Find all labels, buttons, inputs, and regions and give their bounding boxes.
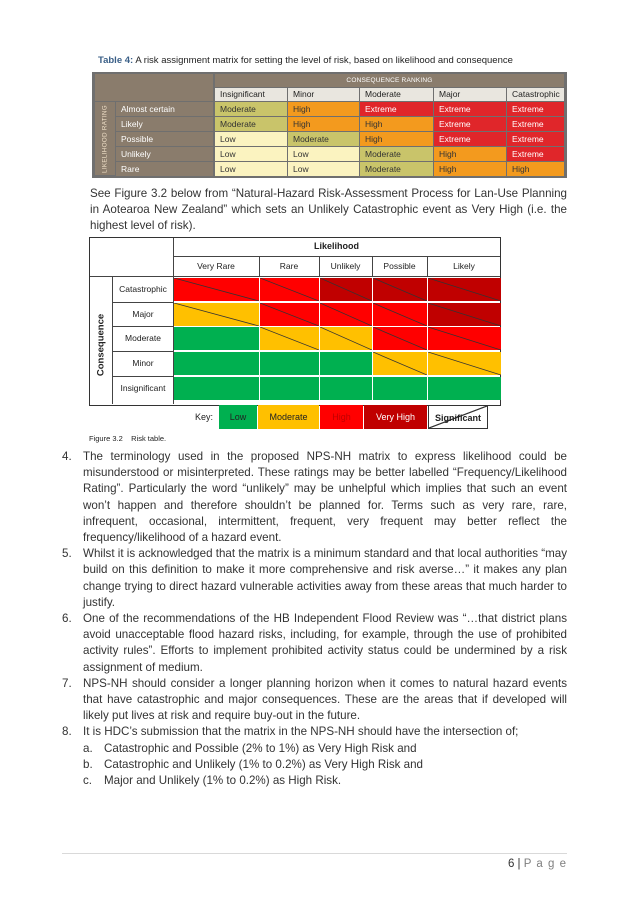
list-item-number: 7. [62,676,72,690]
table-caption-label: Table 4: [98,55,134,66]
list-item-number: 4. [62,450,72,463]
risk-cell: Moderate [360,147,433,161]
significant-diagonal-mark [373,278,427,301]
risk-cell [320,278,372,301]
grid-line [112,351,173,352]
risk-cell [373,327,427,350]
column-header-catastrophic: Catastrophic [507,88,564,101]
sub-list-item-letter: a. [83,741,93,755]
risk-cell: Low [215,162,287,176]
diagonal-line [428,303,501,326]
risk-cell [320,327,372,350]
diagonal-line [428,278,501,301]
list-item [62,676,567,725]
risk-cell [428,303,501,326]
risk-cell [428,377,501,400]
significant-diagonal-mark [320,278,372,301]
sub-list-item [62,757,567,773]
list-item-number: 5. [62,547,72,561]
risk-cell: High [288,117,359,131]
grid-line [173,256,500,257]
risk-cell: Extreme [507,132,564,146]
sub-list-item-text: Catastrophic and Possible (2% to 1%) as Very High Risk and [104,741,417,755]
sub-list-item-text: Catastrophic and Unlikely (1% to 0.2%) as Very High Risk and [104,757,423,771]
diagonal-line [260,327,319,350]
risk-cell: Extreme [434,102,506,116]
column-header-insignificant: Insignificant [215,88,287,101]
consequence-ranking-header: CONSEQUENCE RANKING [215,74,564,87]
risk-cell [373,278,427,301]
risk-cell [174,377,259,400]
list-item [62,611,567,676]
list-item-text: One of the recommendations of the HB Independent Flood Review was “…that district plans avoid unacceptable flood hazard risks, including, for example, through the use of prohibited activity rules”. Efforts to implement prohibited activity status could be undermined by a risk assignment of medium. [83,612,567,674]
grid-line [372,256,373,276]
list-item-text: The terminology used in the proposed NPS-NH matrix to express likelihood could be misunderstood or misinterpreted. These ratings may be better labelled “Frequency/Likelihood Rating”. Particularly the word “unlikely” may be unhelpful which implies that such an event won’t happen and therefore shouldn’t be planned for. Terms such as very rare, rare, infrequent, occasional, intermittent, frequent, very frequent may better reflect the frequency/likelihood of a hazard event. [83,450,567,545]
diagonal-line [373,303,427,326]
risk-cell: Moderate [215,102,287,116]
significant-diagonal-mark [428,303,501,326]
risk-cell [174,278,259,301]
page-number: 6 [507,858,515,870]
key-item-very-high: Very High [364,405,427,429]
submission-list [62,449,567,789]
risk-cell [320,377,372,400]
figure-caption [89,434,166,443]
risk-cell [428,278,501,301]
risk-cell [428,352,501,375]
page-separator: | [517,858,521,870]
list-item-text: NPS-NH should consider a longer planning horizon when it comes to natural hazard events that have catastrophic and major consequences. These are the areas that if developed will likely put lives at risk and require buy-out in the future. [83,676,567,723]
significant-diagonal-mark [373,352,427,375]
significant-diagonal-mark [320,303,372,326]
risk-cell: Extreme [360,102,433,116]
list-item-text: It is HDC’s submission that the matrix in the NPS-NH should have the intersection of; [83,725,519,739]
sub-list-item [62,741,567,757]
risk-cell: High [360,117,433,131]
significant-diagonal-mark [428,327,501,350]
risk-cell [260,352,319,375]
grid-line [259,256,260,276]
risk-cell [320,352,372,375]
diagonal-line [320,327,372,350]
column-header-minor: Minor [288,88,359,101]
risk-cell: Low [215,147,287,161]
diagonal-line [373,278,427,301]
likelihood-col-header: Very Rare [197,261,235,271]
column-header-moderate: Moderate [360,88,433,101]
diagonal-line [373,327,427,350]
significant-diagonal-mark [320,327,372,350]
sub-list-item-text: Major and Unlikely (1% to 0.2%) as High Risk. [104,774,342,788]
risk-cell: Low [215,132,287,146]
risk-cell: Extreme [507,147,564,161]
risk-cell: Low [288,162,359,176]
key-item-moderate: Moderate [258,405,319,429]
risk-cell: Extreme [434,117,506,131]
likelihood-col-header: Possible [383,261,416,271]
figure-likelihood-heading: Likelihood [314,241,359,251]
diagonal-line [320,303,372,326]
risk-cell [260,303,319,326]
risk-cell: High [434,147,506,161]
list-item-text: Whilst it is acknowledged that the matrix is a minimum standard and that local authorities “may build on this definition to make it more comprehensive and risk averse…” it makes any plan change trying to direct hazard vulnerable activities away from these areas that much harder to justify. [83,547,567,609]
consequence-row-header: Insignificant [120,383,166,393]
intro-paragraph: See Figure 3.2 below from “Natural-Hazard Risk-Assessment Process for Lan-Use Planning in Aotearoa New Zealand” which sets an Unlikely Catastrophic event as Very High (i.e. the highest level of risk). [90,187,567,233]
risk-cell [174,303,259,326]
diagonal-line [174,278,259,301]
risk-cell [373,352,427,375]
risk-cell: High [507,162,564,176]
list-item [62,724,567,740]
grid-line [112,302,173,303]
significant-diagonal-mark [373,327,427,350]
likelihood-col-header: Rare [279,261,299,271]
diagonal-line [320,278,372,301]
key-item-significant: Significant [428,405,488,429]
risk-cell: Low [288,147,359,161]
risk-cell [320,303,372,326]
figure-consequence-label: Consequence [95,313,107,377]
table-caption [98,55,513,66]
diagonal-line [260,303,319,326]
likelihood-col-header: Likely [453,261,475,271]
significant-diagonal-mark [174,303,259,326]
risk-cell [174,327,259,350]
row-header: Unlikely [116,147,213,161]
figure-consequence-heading [90,286,112,404]
consequence-row-header: Major [132,309,154,319]
row-header: Almost certain [116,102,213,116]
risk-cell: Moderate [360,162,433,176]
table-caption-text: A risk assignment matrix for setting the level of risk, based on likelihood and consequence [135,55,513,66]
risk-cell: Extreme [434,132,506,146]
significant-diagonal-mark [428,278,501,301]
diagonal-line [174,303,259,326]
consequence-row-header: Moderate [125,333,161,343]
significant-diagonal-mark [260,327,319,350]
risk-cell [174,352,259,375]
diagonal-line [260,278,319,301]
sub-list-item-letter: b. [83,757,93,771]
diagonal-line [428,352,501,375]
table-corner [95,74,213,101]
page-footer [490,858,567,870]
sub-list-item [62,773,567,789]
figure-caption-number: Figure 3.2 [89,434,123,443]
key-item-high: High [320,405,363,429]
risk-cell: Extreme [507,102,564,116]
diagonal-line [428,327,501,350]
significant-diagonal-mark [174,278,259,301]
footer-divider [62,853,567,854]
likelihood-col-header: Unlikely [330,261,361,271]
risk-cell [428,327,501,350]
risk-assignment-table [92,72,567,178]
key-label: Key: [194,412,213,422]
significant-diagonal-mark [260,303,319,326]
likelihood-rating-header [95,102,115,175]
risk-cell [260,377,319,400]
diagonal-line [373,352,427,375]
list-item [62,449,567,546]
sub-list-item-letter: c. [83,774,93,788]
list-item [62,546,567,611]
risk-cell [373,303,427,326]
risk-figure [89,237,501,406]
grid-line [427,256,428,276]
likelihood-rating-label: LIKELIHOOD RATING [101,104,109,173]
grid-line [90,276,500,277]
list-item-number: 6. [62,612,72,626]
significant-diagonal-mark [260,278,319,301]
grid-line [112,326,173,327]
risk-cell [373,377,427,400]
risk-cell: Moderate [215,117,287,131]
risk-cell: High [360,132,433,146]
risk-cell: Extreme [507,117,564,131]
list-item-number: 8. [62,725,72,739]
row-header: Likely [116,117,213,131]
page-word: P a g e [523,858,567,870]
grid-line [112,376,173,377]
row-header: Possible [116,132,213,146]
significant-diagonal-mark [428,352,501,375]
row-header: Rare [116,162,213,176]
grid-line [319,256,320,276]
risk-cell [260,327,319,350]
risk-cell: High [434,162,506,176]
consequence-row-header: Minor [132,358,154,368]
risk-cell [260,278,319,301]
figure-caption-text: Risk table. [131,434,167,443]
consequence-row-header: Catastrophic [119,284,167,294]
risk-cell: High [288,102,359,116]
column-header-major: Major [434,88,506,101]
key-item-low: Low [219,405,257,429]
significant-diagonal-mark [373,303,427,326]
risk-cell: Moderate [288,132,359,146]
